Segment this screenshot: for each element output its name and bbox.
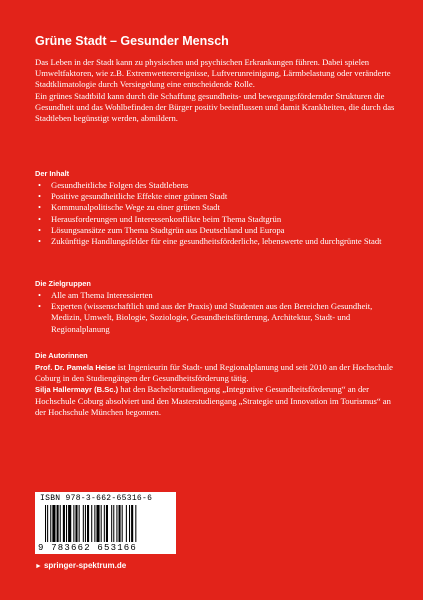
author-2-name: Silja Hallermayr (B.Sc.) — [35, 385, 119, 395]
barcode-bar — [57, 505, 59, 542]
autorinnen-text — [35, 362, 395, 418]
barcode-bar — [83, 505, 84, 542]
barcode-bar — [111, 505, 112, 542]
barcode-bar — [63, 505, 65, 542]
barcode-bar — [101, 505, 102, 542]
barcode-bar — [135, 505, 136, 542]
barcode-bar — [60, 505, 61, 542]
list-item: • Kommunalpolitische Wege zu einer grünen Stadt — [35, 202, 395, 213]
isbn-number: ISBN 978-3-662-65316-6 — [40, 494, 153, 503]
barcode-bar — [113, 505, 114, 542]
barcode-bar — [96, 505, 99, 542]
barcode-bar — [131, 505, 133, 542]
website-url: springer-spektrum.de — [43, 561, 127, 570]
barcode-bar — [87, 505, 89, 542]
barcode-bar — [73, 505, 74, 542]
book-title: Grüne Stadt – Gesunder Mensch — [35, 34, 229, 48]
section-heading-autorinnen: Die Autorinnen — [35, 351, 88, 360]
inhalt-list — [35, 180, 395, 247]
barcode-bar — [52, 505, 55, 542]
barcode-bars — [45, 505, 169, 542]
list-item: • Zukünftige Handlungsfelder für eine gesundheitsförderliche, lebenswerte und durchgrünte Stadt — [35, 236, 395, 247]
intro-paragraph-1: Das Leben in der Stadt kann zu physischen und psychischen Erkrankungen führen. Dabei spielen Umweltfaktoren, wie z.B. Extremwetterereignisse, Luftverunreinigung, Lärmbelastung oder veränderte Stadtklimatologie durch Versiegelung eine entscheidende Rolle. — [35, 57, 391, 90]
author-1-bio: ist Ingenieurin für Stadt- und Regionalplanung und seit 2010 an der Hochschule Coburg in den Studiengängen der Gesundheitsförderung tätig. — [35, 362, 393, 384]
list-item: • Experten (wissenschaftlich und aus der Praxis) und Studenten aus den Bereichen Gesundheit, Medizin, Umwelt, Biologie, Soziologie, Gesundheitsförderung, Architektur, Stadt- und Regionalplanung — [35, 301, 395, 335]
barcode-bar — [119, 505, 121, 542]
list-item: • Gesundheitliche Folgen des Stadtlebens — [35, 180, 395, 191]
publisher-website[interactable] — [35, 561, 126, 570]
list-item: • Positive gesundheitliche Effekte einer grünen Stadt — [35, 191, 395, 202]
barcode-bar — [126, 505, 127, 542]
barcode-bar — [91, 505, 92, 542]
barcode-digits: 9 783662 653166 — [38, 543, 138, 553]
zielgruppen-list — [35, 290, 395, 335]
section-heading-inhalt: Der Inhalt — [35, 169, 70, 178]
intro-text — [35, 57, 395, 124]
barcode-bar — [79, 505, 80, 542]
barcode-bar — [116, 505, 117, 542]
list-item: • Herausforderungen und Interessenkonflikte beim Thema Stadtgrün — [35, 214, 395, 225]
barcode-bar — [66, 505, 67, 542]
isbn-barcode — [35, 492, 176, 554]
barcode-bar — [68, 505, 71, 542]
author-1-name: Prof. Dr. Pamela Heise — [35, 363, 116, 372]
barcode-bar — [85, 505, 86, 542]
barcode-bar — [129, 505, 130, 542]
barcode-bar — [50, 505, 51, 542]
arrow-right-icon: ► — [35, 563, 42, 570]
intro-paragraph-2: Ein grünes Stadtbild kann durch die Schaffung gesundheits- und bewegungsfördernder Strukturen die Gesundheit und das Wohlbefinden der Bürger positiv beeinflussen und damit Krankheiten, die durch das Stadtleben begünstigt werden, abmildern. — [35, 90, 395, 124]
section-heading-zielgruppen: Die Zielgruppen — [35, 279, 91, 288]
barcode-bar — [104, 505, 105, 542]
list-item: • Lösungsansätze zum Thema Stadtgrün aus Deutschland und Europa — [35, 225, 395, 236]
barcode-bar — [122, 505, 123, 542]
author-2-bio: hat den Bachelorstudiengang „Integrative Gesundheitsförderung“ an der Hochschule Coburg absolviert und den Masterstudiengang „Strategie und Innovation im Tourismus“ an der Hochschule München begonnen. — [35, 384, 391, 417]
barcode-bar — [94, 505, 95, 542]
barcode-bar — [106, 505, 108, 542]
barcode-bar — [47, 505, 48, 542]
barcode-bar — [45, 505, 46, 542]
list-item: • Alle am Thema Interessierten — [35, 290, 395, 301]
barcode-bar — [75, 505, 77, 542]
